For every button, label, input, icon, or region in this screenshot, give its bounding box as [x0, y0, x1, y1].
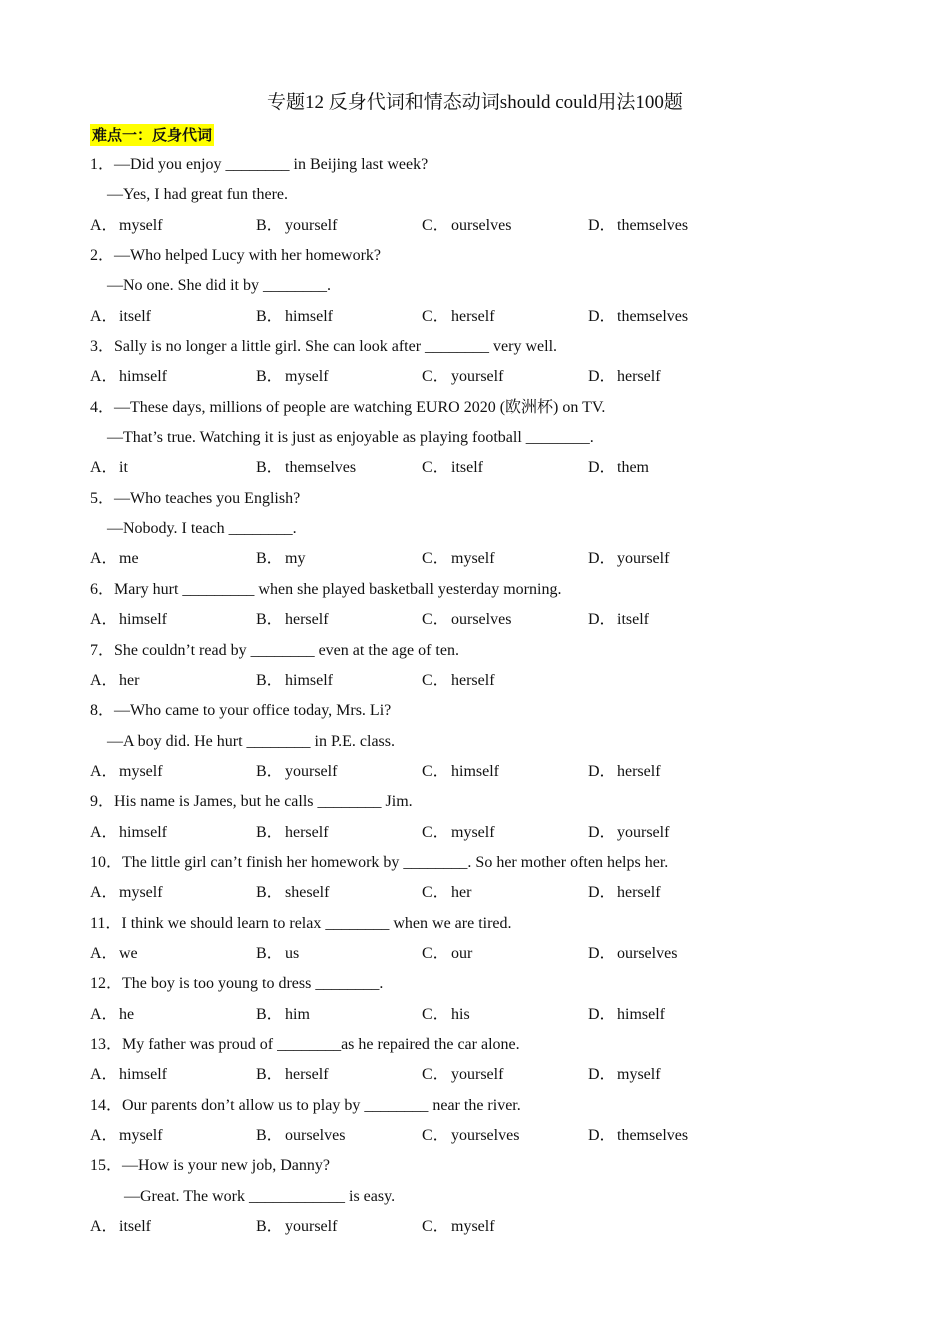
option-letter: B． [256, 671, 283, 689]
question-stem: 13．My father was proud of ________as he repaired the car alone. [90, 1035, 520, 1053]
option-text: he [119, 1005, 135, 1023]
options-row [90, 362, 890, 392]
question-stem: 14．Our parents don’t allow us to play by ________ near the river. [90, 1096, 521, 1114]
option-b [256, 1060, 329, 1090]
option-letter: B． [256, 550, 283, 568]
option-letter: A． [90, 459, 118, 477]
option-text: her [119, 671, 140, 689]
option-text: herself [617, 884, 661, 902]
page-title: 专题12 反身代词和情态动词should could用法100题 [267, 92, 683, 113]
option-a [90, 666, 139, 696]
option-letter: A． [90, 550, 118, 568]
option-d [588, 1000, 665, 1030]
option-letter: B． [256, 1005, 283, 1023]
option-text: itself [119, 307, 151, 325]
option-d [588, 605, 649, 635]
question-item [90, 393, 890, 484]
option-text: my [285, 550, 306, 568]
option-d [588, 211, 688, 241]
option-letter: C． [422, 1127, 449, 1144]
option-letter: D． [588, 216, 616, 234]
option-letter: A． [90, 762, 118, 780]
question-stem: 4．—These days, millions of people are watching EURO 2020 (欧洲杯) on TV. [90, 398, 606, 416]
option-letter: B． [256, 944, 283, 962]
question-list [90, 150, 890, 1242]
question-item [90, 787, 890, 848]
option-text: yourself [285, 216, 338, 234]
option-a [90, 302, 151, 332]
option-text: herself [617, 762, 661, 780]
question-stem: 1．—Did you enjoy ________ in Beijing last week? [90, 156, 429, 173]
option-c [422, 1000, 470, 1030]
option-letter: A． [90, 216, 118, 234]
option-letter: B． [256, 884, 283, 902]
option-text: myself [119, 762, 163, 780]
option-letter: A． [90, 1005, 118, 1023]
question-stem: 12．The boy is too young to dress ________. [90, 975, 384, 993]
option-text: herself [451, 671, 495, 689]
option-text: sheself [285, 884, 330, 902]
option-text: herself [617, 368, 661, 386]
question-dialogue-line: —No one. She did it by ________. [107, 277, 331, 295]
option-c [422, 666, 495, 696]
option-text: ourselves [617, 944, 678, 962]
option-letter: A． [90, 1127, 118, 1144]
option-letter: D． [588, 1127, 616, 1144]
option-b [256, 1121, 345, 1151]
option-a [90, 1121, 163, 1151]
options-row [90, 1121, 890, 1151]
options-row [90, 605, 890, 635]
option-d [588, 302, 688, 332]
option-letter: B． [256, 459, 283, 477]
option-d [588, 362, 661, 392]
option-letter: A． [90, 823, 118, 841]
option-text: themselves [285, 459, 357, 477]
option-a [90, 757, 163, 787]
option-b [256, 878, 329, 908]
option-text: ourselves [451, 216, 512, 234]
option-text: himself [119, 823, 167, 841]
option-d [588, 544, 669, 574]
option-letter: B． [256, 307, 283, 325]
option-text: ourselves [285, 1127, 346, 1144]
option-letter: A． [90, 1066, 118, 1084]
option-text: himself [119, 1066, 167, 1084]
option-letter: C． [422, 1218, 449, 1236]
option-d [588, 453, 649, 483]
option-text: yourself [285, 762, 338, 780]
question-item [90, 241, 890, 332]
option-text: them [617, 459, 649, 477]
option-letter: C． [422, 944, 449, 962]
option-letter: D． [588, 611, 616, 629]
option-letter: D． [588, 823, 616, 841]
option-c [422, 362, 503, 392]
option-letter: B． [256, 1066, 283, 1084]
option-text: himself [119, 611, 167, 629]
question-item [90, 636, 890, 697]
option-c [422, 211, 511, 241]
option-text: me [119, 550, 139, 568]
question-stem: 11．I think we should learn to relax ________ when we are tired. [90, 914, 512, 932]
option-letter: D． [588, 762, 616, 780]
option-b [256, 211, 337, 241]
option-letter: D． [588, 944, 616, 962]
option-letter: D． [588, 459, 616, 477]
option-text: herself [285, 611, 329, 629]
option-text: myself [451, 550, 495, 568]
option-c [422, 878, 471, 908]
option-b [256, 605, 329, 635]
option-text: themselves [617, 1127, 689, 1144]
option-b [256, 757, 337, 787]
option-letter: C． [422, 884, 449, 902]
option-letter: B． [256, 1127, 283, 1144]
question-dialogue-line: —A boy did. He hurt ________ in P.E. class. [107, 732, 395, 750]
question-item [90, 909, 890, 970]
option-text: itself [119, 1218, 151, 1236]
option-letter: C． [422, 550, 449, 568]
option-text: yourself [617, 823, 670, 841]
options-row [90, 1000, 890, 1030]
option-a [90, 544, 139, 574]
option-letter: B． [256, 762, 283, 780]
option-letter: D． [588, 368, 616, 386]
option-letter: C． [422, 823, 449, 841]
options-row [90, 211, 890, 241]
question-dialogue-line: —Yes, I had great fun there. [107, 186, 288, 204]
question-item [90, 484, 890, 575]
option-a [90, 878, 163, 908]
section-heading: 难点一：反身代词 [92, 126, 213, 144]
question-stem: 8．—Who came to your office today, Mrs. Li? [90, 702, 392, 720]
question-dialogue-line: —That’s true. Watching it is just as enjoyable as playing football ________. [107, 429, 594, 447]
option-c [422, 453, 483, 483]
option-text: yourself [451, 368, 504, 386]
option-letter: A． [90, 671, 118, 689]
option-text: ourselves [451, 611, 512, 629]
option-letter: D． [588, 1066, 616, 1084]
option-letter: B． [256, 823, 283, 841]
option-text: our [451, 944, 473, 962]
option-text: himself [119, 368, 167, 386]
options-row [90, 878, 890, 908]
option-a [90, 939, 138, 969]
question-stem: 5．—Who teaches you English? [90, 489, 301, 507]
options-row [90, 1212, 890, 1242]
option-text: myself [119, 884, 163, 902]
option-letter: C． [422, 459, 449, 477]
question-item [90, 150, 890, 241]
option-letter: B． [256, 216, 283, 234]
option-letter: C． [422, 1066, 449, 1084]
option-c [422, 757, 499, 787]
option-letter: A． [90, 368, 118, 386]
option-a [90, 1060, 167, 1090]
options-row [90, 666, 890, 696]
option-d [588, 1060, 661, 1090]
option-a [90, 1212, 151, 1242]
question-item [90, 1151, 890, 1242]
option-letter: C． [422, 671, 449, 689]
option-text: himself [617, 1005, 665, 1023]
option-c [422, 939, 472, 969]
option-b [256, 1000, 310, 1030]
option-text: itself [617, 611, 649, 629]
options-row [90, 302, 890, 332]
option-b [256, 666, 333, 696]
option-d [588, 878, 661, 908]
options-row [90, 1060, 890, 1090]
option-a [90, 605, 167, 635]
option-b [256, 939, 299, 969]
option-letter: A． [90, 611, 118, 629]
question-stem: 2．—Who helped Lucy with her homework? [90, 247, 382, 265]
options-row [90, 544, 890, 574]
option-text: yourself [285, 1218, 338, 1236]
option-b [256, 453, 356, 483]
question-item [90, 696, 890, 787]
option-b [256, 1212, 337, 1242]
question-dialogue-line: —Nobody. I teach ________. [107, 520, 297, 538]
option-a [90, 362, 167, 392]
options-row [90, 939, 890, 969]
option-c [422, 1121, 519, 1151]
question-stem: 6．Mary hurt _________ when she played basketball yesterday morning. [90, 580, 562, 598]
option-d [588, 1121, 688, 1151]
option-text: him [285, 1005, 310, 1023]
option-text: myself [285, 368, 329, 386]
option-letter: C． [422, 1005, 449, 1023]
option-letter: C． [422, 611, 449, 629]
option-b [256, 818, 329, 848]
option-text: himself [285, 671, 333, 689]
option-text: himself [451, 762, 499, 780]
option-text: herself [451, 307, 495, 325]
option-letter: C． [422, 762, 449, 780]
option-text: myself [451, 823, 495, 841]
option-b [256, 302, 333, 332]
option-letter: B． [256, 1218, 283, 1236]
option-c [422, 818, 495, 848]
option-text: yourselves [451, 1127, 520, 1144]
options-row [90, 757, 890, 787]
option-b [256, 362, 329, 392]
option-c [422, 1212, 495, 1242]
option-text: yourself [617, 550, 670, 568]
question-item [90, 969, 890, 1030]
question-item [90, 1091, 890, 1152]
question-item [90, 332, 890, 393]
option-text: myself [119, 1127, 163, 1144]
question-item [90, 848, 890, 909]
option-d [588, 939, 677, 969]
option-text: myself [617, 1066, 661, 1084]
question-item [90, 1030, 890, 1091]
option-a [90, 1000, 134, 1030]
option-letter: A． [90, 1218, 118, 1236]
option-c [422, 302, 495, 332]
option-letter: B． [256, 611, 283, 629]
option-text: his [451, 1005, 470, 1023]
option-letter: D． [588, 550, 616, 568]
option-letter: C． [422, 307, 449, 325]
option-a [90, 211, 163, 241]
option-text: himself [285, 307, 333, 325]
option-text: herself [285, 823, 329, 841]
option-b [256, 544, 305, 574]
option-d [588, 757, 661, 787]
option-a [90, 453, 128, 483]
option-c [422, 544, 495, 574]
question-stem: 9．His name is James, but he calls ________ Jim. [90, 793, 413, 811]
option-letter: C． [422, 368, 449, 386]
option-letter: D． [588, 307, 616, 325]
option-text: we [119, 944, 138, 962]
option-letter: B． [256, 368, 283, 386]
option-text: herself [285, 1066, 329, 1084]
option-text: myself [119, 216, 163, 234]
option-text: yourself [451, 1066, 504, 1084]
question-stem: 10．The little girl can’t finish her homework by ________. So her mother often helps her. [90, 853, 669, 871]
option-d [588, 818, 669, 848]
option-a [90, 818, 167, 848]
option-text: her [451, 884, 472, 902]
option-text: myself [451, 1218, 495, 1236]
options-row [90, 453, 890, 483]
options-row [90, 818, 890, 848]
question-item [90, 575, 890, 636]
option-letter: A． [90, 884, 118, 902]
option-letter: C． [422, 216, 449, 234]
option-letter: D． [588, 1005, 616, 1023]
option-text: themselves [617, 307, 689, 325]
option-letter: D． [588, 884, 616, 902]
question-stem: 7．She couldn’t read by ________ even at the age of ten. [90, 641, 459, 659]
option-text: itself [451, 459, 483, 477]
option-c [422, 1060, 503, 1090]
question-dialogue-line: —Great. The work ____________ is easy. [124, 1187, 396, 1205]
question-stem: 3．Sally is no longer a little girl. She can look after ________ very well. [90, 338, 558, 356]
option-letter: A． [90, 944, 118, 962]
option-c [422, 605, 511, 635]
option-letter: A． [90, 307, 118, 325]
option-text: us [285, 944, 300, 962]
option-text: themselves [617, 216, 689, 234]
question-stem: 15．—How is your new job, Danny? [90, 1157, 330, 1175]
option-text: it [119, 459, 128, 477]
